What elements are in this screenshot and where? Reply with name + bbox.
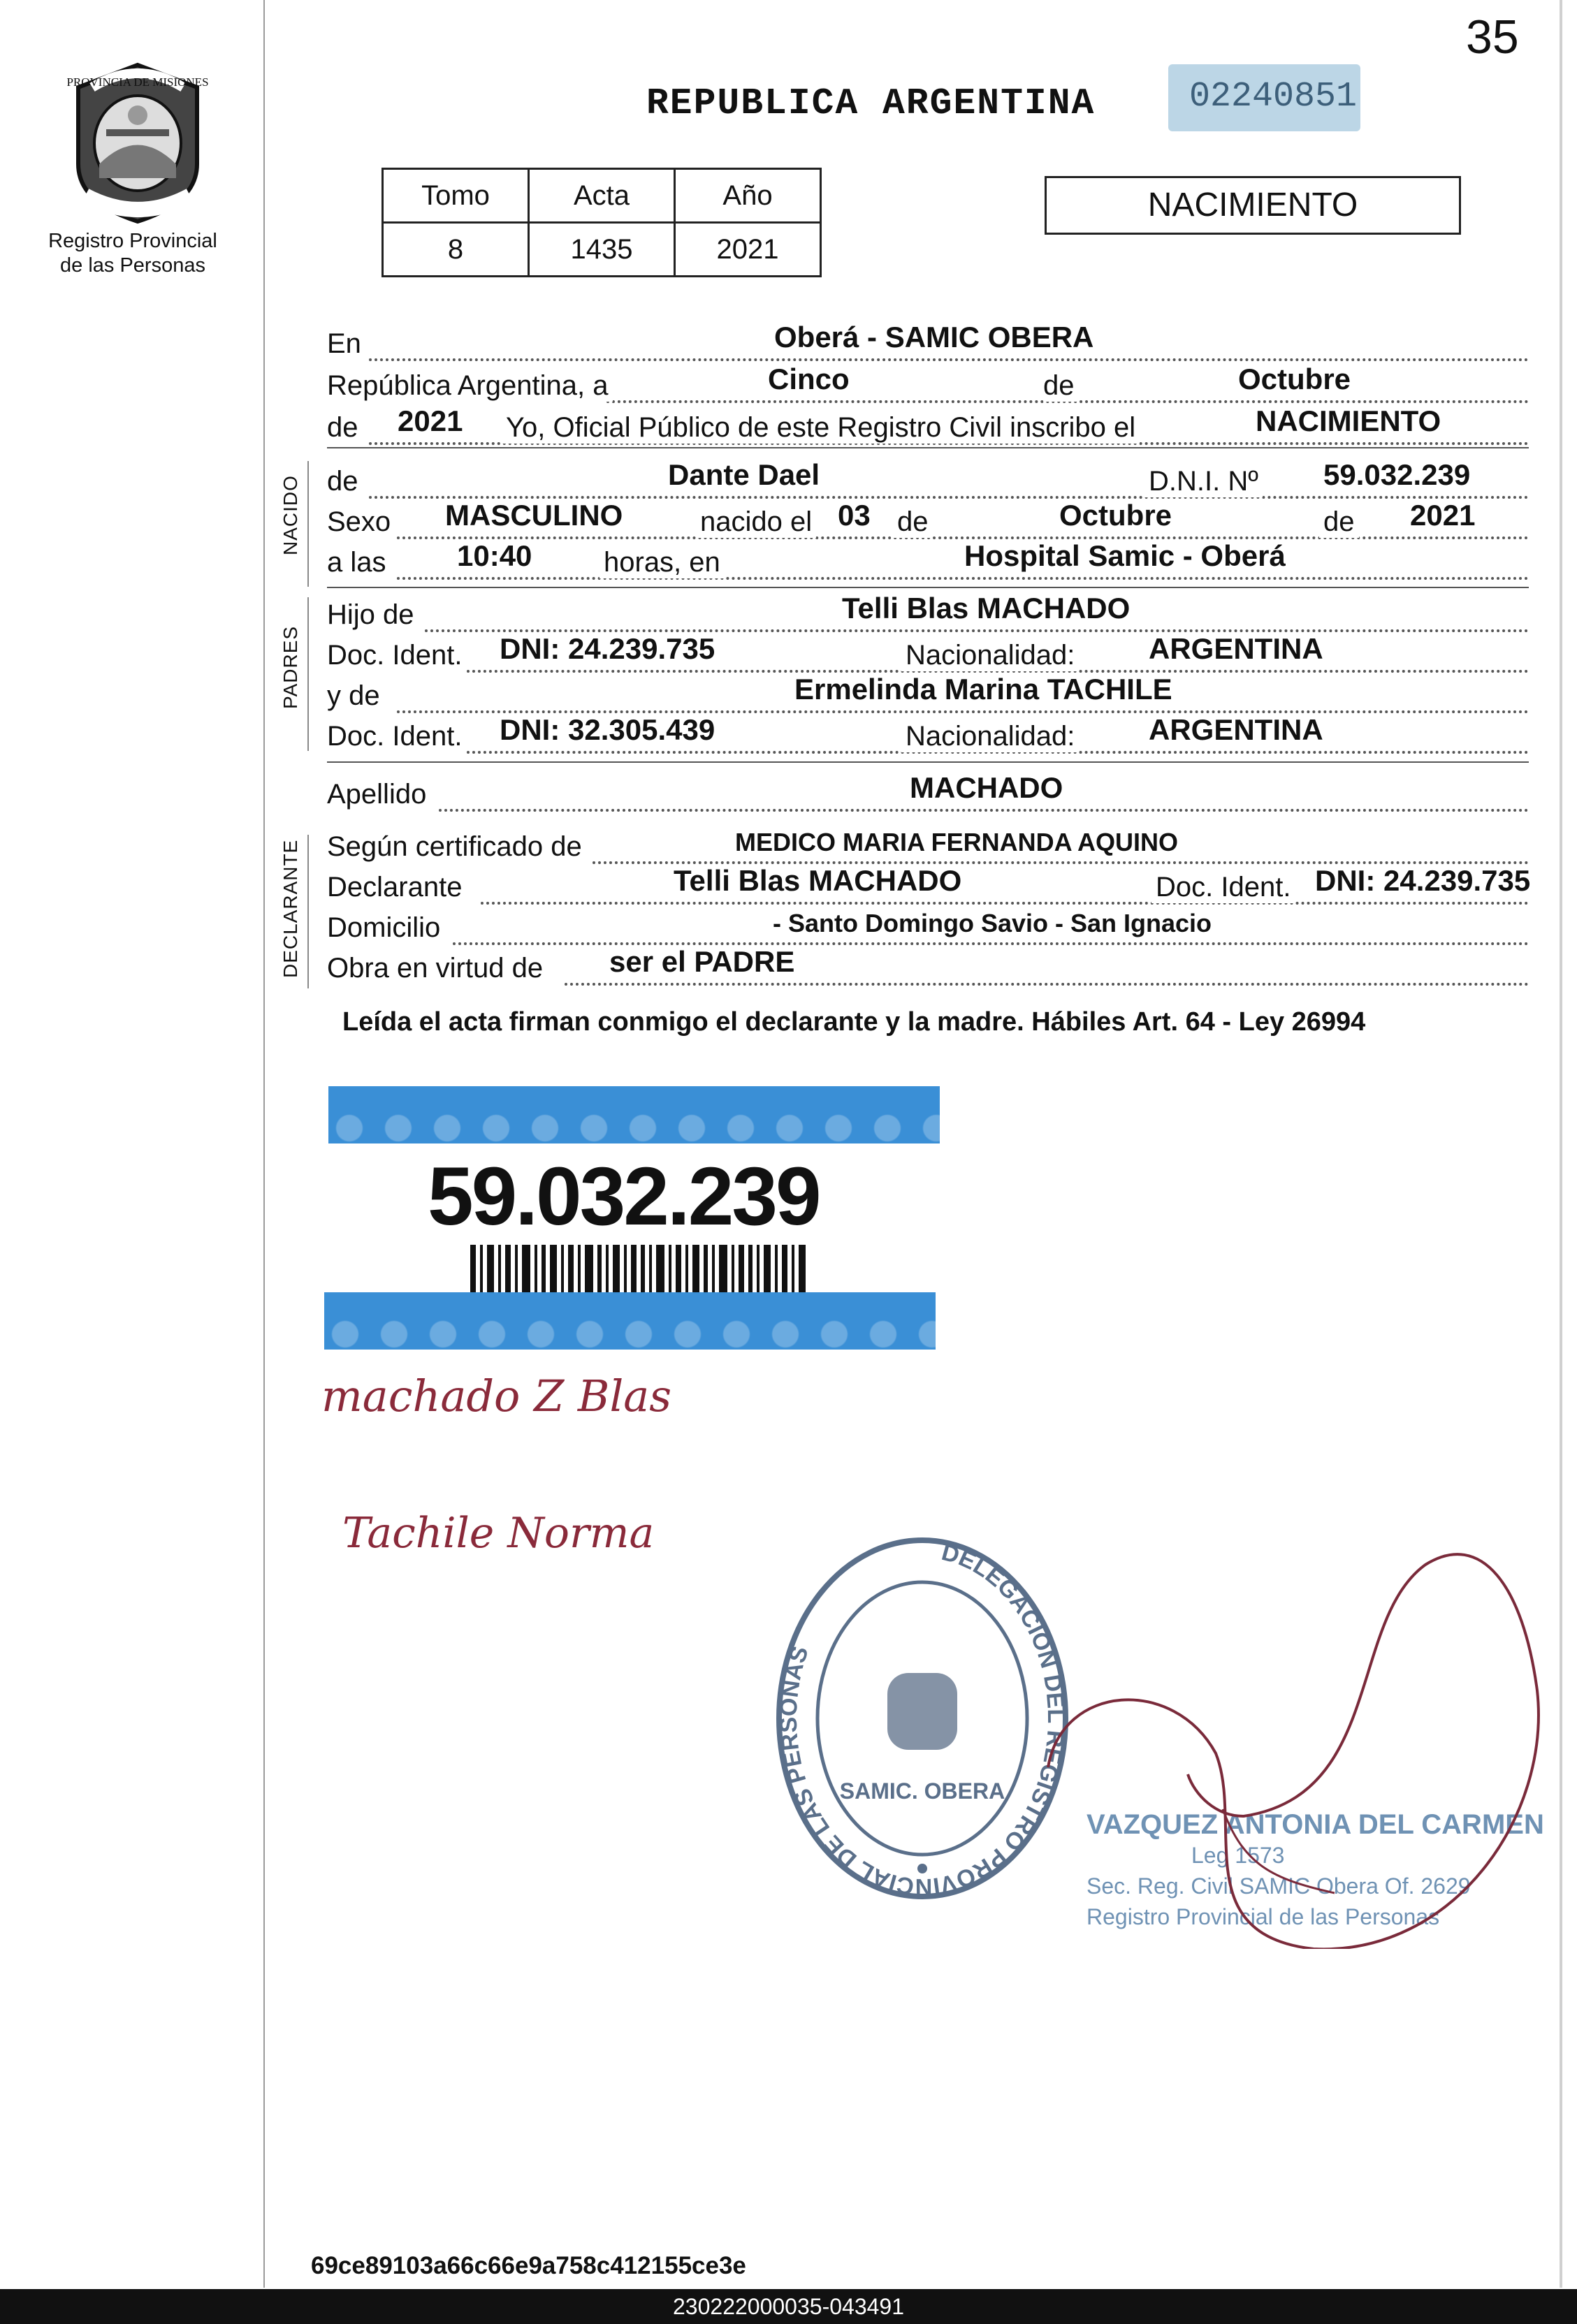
label-alas: a las [327, 547, 391, 578]
value-anio-nac: 2021 [1407, 499, 1478, 532]
label-y-de: y de [327, 680, 384, 712]
value-declarante: Telli Blas MACHADO [671, 864, 964, 898]
document-hash: 69ce89103a66c66e9a758c412155ce3e [311, 2252, 746, 2279]
row-republica [327, 363, 1529, 409]
official-signature [1034, 1502, 1565, 1949]
divider [327, 587, 1529, 588]
label-horas-en: horas, en [599, 547, 725, 578]
table-cell-tomo: 8 [383, 223, 529, 277]
logo-text: PROVINCIA DE MISIONES [66, 75, 209, 89]
registro-line1: Registro Provincial [48, 230, 217, 252]
table-header-acta: Acta [529, 169, 675, 223]
value-madre: Ermelinda Marina TACHILE [792, 673, 1175, 706]
label-de-anio: de [327, 412, 363, 444]
row-declarante [327, 864, 1531, 910]
section-label-nacido: NACIDO [279, 475, 301, 555]
table-header-tomo: Tomo [383, 169, 529, 223]
section-bar-padres [307, 597, 309, 751]
value-lugar: Oberá - SAMIC OBERA [771, 321, 1096, 354]
value-dia-nac: 03 [835, 499, 873, 532]
row-sexo [327, 499, 1529, 545]
sticker-band-bottom [324, 1292, 936, 1350]
label-padre-doc: Doc. Ident. [327, 640, 466, 671]
table-header-anio: Año [675, 169, 821, 223]
label-obra: Obra en virtud de [327, 953, 547, 984]
table-cell-anio: 2021 [675, 223, 821, 277]
row-anio [327, 404, 1529, 451]
misiones-coat-of-arms-icon [64, 59, 211, 227]
divider [327, 761, 1529, 763]
signature-madre [328, 1502, 776, 1565]
label-declarante: Declarante [327, 872, 466, 903]
label-padre-nac: Nacionalidad: [901, 640, 1079, 671]
value-dni: 59.032.239 [1321, 458, 1473, 492]
value-domicilio: - Santo Domingo Savio - San Ignacio [770, 909, 1214, 938]
label-hijo-de: Hijo de [327, 599, 419, 631]
value-padre-doc: DNI: 24.239.735 [497, 632, 718, 666]
row-nacido-nombre [327, 458, 1529, 504]
label-domicilio: Domicilio [327, 912, 444, 944]
row-hora [327, 539, 1529, 585]
stamp-inner-text: SAMIC. OBERA [839, 1778, 1005, 1804]
value-hora: 10:40 [454, 539, 535, 573]
leida-statement: Leída el acta firman conmigo el declarante y la madre. Hábiles Art. 64 - Ley 26994 [342, 1007, 1366, 1037]
label-sexo: Sexo [327, 506, 395, 538]
page-number: 35 [1466, 10, 1519, 64]
value-inscribe: NACIMIENTO [1253, 404, 1444, 438]
row-madre-doc [327, 713, 1529, 759]
registro-caption [28, 229, 238, 278]
row-segun [327, 828, 1529, 870]
label-dni: D.N.I. Nº [1144, 466, 1263, 497]
value-madre-nac: ARGENTINA [1146, 713, 1326, 747]
row-apellido [327, 771, 1529, 817]
label-declarante-doc: Doc. Ident. [1151, 872, 1295, 903]
label-nacido-el: nacido el [696, 506, 816, 538]
official-registro: Registro Provincial de las Personas [1087, 1904, 1440, 1929]
row-y-de [327, 673, 1529, 719]
label-de: de [1043, 370, 1079, 402]
value-mes-nac: Octubre [1056, 499, 1175, 532]
section-label-declarante: DECLARANTE [279, 839, 301, 978]
left-margin-line [263, 0, 265, 2288]
page-title: REPUBLICA ARGENTINA [646, 82, 1096, 124]
serial-number: 02240851 [1189, 77, 1358, 117]
footer-code: 230222000035-043491 [0, 2289, 1577, 2324]
dni-sticker-number: 59.032.239 [428, 1150, 820, 1243]
value-padre: Telli Blas MACHADO [839, 592, 1133, 625]
row-en [327, 321, 1529, 367]
label-de-anio-nac: de [1319, 506, 1359, 538]
sticker-band-top [328, 1086, 940, 1143]
signature-declarante [307, 1362, 755, 1432]
official-name: VAZQUEZ ANTONIA DEL CARMEN [1087, 1809, 1544, 1840]
value-dia: Cinco [765, 363, 852, 396]
value-declarante-doc: DNI: 24.239.735 [1312, 864, 1533, 898]
value-lugar-nac: Hospital Samic - Oberá [961, 539, 1288, 573]
label-madre-doc: Doc. Ident. [327, 721, 466, 752]
value-anio: 2021 [395, 404, 465, 438]
divider [327, 447, 1529, 448]
section-label-padres: PADRES [279, 625, 301, 709]
registro-line2: de las Personas [60, 254, 205, 277]
signature-madre-text: Tachile Norma [342, 1509, 655, 1558]
table-row [383, 223, 821, 277]
value-sexo: MASCULINO [442, 499, 625, 532]
label-segun: Según certificado de [327, 831, 586, 863]
value-madre-doc: DNI: 32.305.439 [497, 713, 718, 747]
label-republica: República Argentina, a [327, 370, 613, 402]
value-padre-nac: ARGENTINA [1146, 632, 1326, 666]
label-madre-nac: Nacionalidad: [901, 721, 1079, 752]
section-bar-declarante [307, 835, 309, 988]
value-apellido: MACHADO [907, 771, 1066, 805]
row-hijo-de [327, 592, 1529, 638]
table-header-row [383, 169, 821, 223]
value-certificado: MEDICO MARIA FERNANDA AQUINO [732, 828, 1181, 857]
signature-declarante-text: machado Z Blas [321, 1371, 672, 1422]
value-nombre: Dante Dael [665, 458, 822, 492]
value-obra: ser el PADRE [606, 945, 797, 979]
label-apellido: Apellido [327, 779, 430, 810]
act-type-box: NACIMIENTO [1045, 176, 1461, 235]
row-obra [327, 945, 1529, 991]
row-domicilio [327, 909, 1529, 951]
delegacion-stamp [769, 1530, 1076, 1907]
section-bar-nacido [307, 461, 309, 587]
official-leg: Leg 1573 [1191, 1843, 1285, 1868]
label-de-nombre: de [327, 466, 363, 497]
label-yo: Yo, Oficial Público de este Registro Civil inscribo el [502, 412, 1140, 444]
label-en: En [327, 328, 365, 360]
row-padre-doc [327, 632, 1529, 678]
value-mes: Octubre [1235, 363, 1353, 396]
table-cell-acta: 1435 [529, 223, 675, 277]
official-sec: Sec. Reg. Civil SAMIC Obera Of. 2629 [1087, 1873, 1471, 1899]
serial-stamp [1168, 64, 1360, 131]
stamp-ring-text: DELEGACION DEL REGISTRO PROVINCIAL DE LAS PERSONAS [775, 1538, 1070, 1901]
tomo-acta-table [381, 168, 822, 277]
label-de-mes: de [893, 506, 933, 538]
